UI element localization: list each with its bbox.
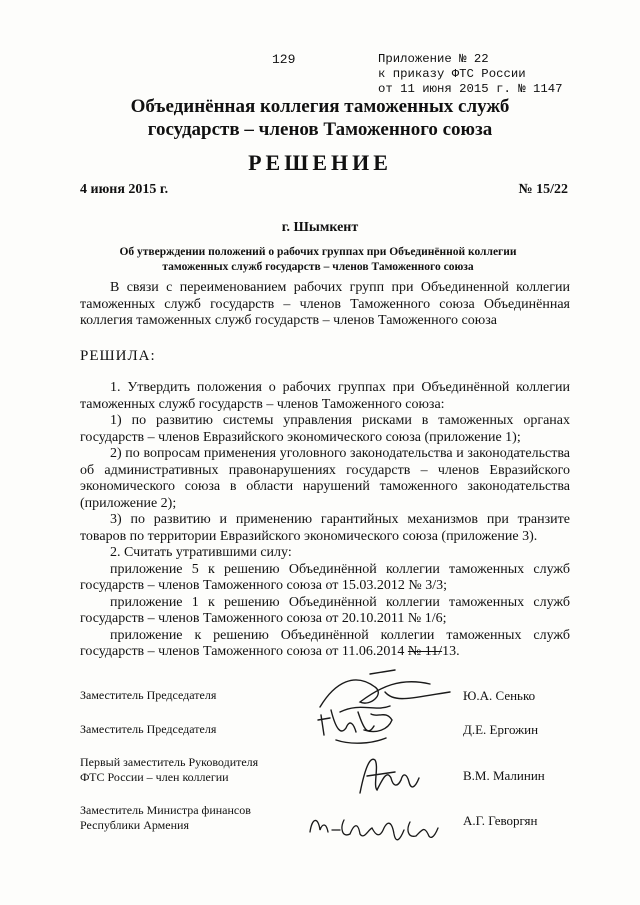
annex-line: от 11 июня 2015 г. № 1147	[378, 82, 563, 96]
signatory-position: Заместитель Председателя	[80, 722, 217, 736]
signature-row	[80, 803, 570, 843]
item-2-sub-2: приложение 1 к решению Объединённой коллегии таможенных служб государств – членов Таможенного союза от 20.10.2011 № 1/6;	[80, 594, 570, 626]
signatory-name: В.М. Малинин	[463, 768, 545, 783]
item-2-sub-1: приложение 5 к решению Объединённой коллегии таможенных служб государств – членов Таможенного союза от 15.03.2012 № 3/3;	[80, 561, 570, 593]
decision-subject	[80, 245, 556, 275]
organization-title-line: государств – членов Таможенного союза	[147, 119, 493, 140]
item-1-sub-2: 2) по вопросам применения уголовного законодательства и законодательства об административных правонарушениях государств – членов Евразийского экономического союза в области нарушений таможенного законодательства (приложение 2);	[80, 446, 570, 511]
preamble	[80, 280, 570, 330]
item-2-sub-3-text: приложение к решению Объединённой коллегии таможенных служб государств – членов Таможенного союза от 11.06.2014	[80, 627, 570, 659]
signatory-name: Ю.А. Сенько	[463, 688, 536, 703]
signature-row	[80, 755, 570, 795]
item-1: 1. Утвердить положения о рабочих группах при Объединённой коллегии таможенных служб государств – членов Таможенного союза:	[80, 380, 570, 412]
page-number: 129	[272, 52, 296, 67]
decided-label: РЕШИЛА:	[80, 348, 156, 364]
signatory-position: Заместитель Председателя	[80, 688, 217, 702]
signatory-position: Первый заместитель Руководителя ФТС России – член коллегии	[80, 755, 259, 784]
decision-number: № 15/22	[518, 182, 568, 197]
signatory-name: Д.Е. Ергожин	[463, 722, 539, 737]
annex-reference	[378, 52, 562, 97]
decision-date: 4 июня 2015 г.	[80, 182, 169, 197]
annex-line: Приложение № 22	[378, 52, 489, 66]
subject-line: таможенных служб государств – членов Таможенного союза	[162, 261, 474, 273]
struck-number: № 11/	[407, 644, 443, 659]
annex-line: к приказу ФТС России	[378, 67, 526, 81]
decision-city: г. Шымкент	[281, 220, 359, 235]
item-2-sub-3	[80, 628, 570, 661]
item-1-sub-1: 1) по развитию системы управления рисками в таможенных органах государств – членов Евразийского экономического союза (приложение 1);	[80, 413, 570, 445]
preamble-text: В связи с переименованием рабочих групп при Объединенной коллегии таможенных служб государств – членов Таможенного союза Объединённая коллегия таможенных служб государств – членов Таможенного союза	[80, 280, 570, 328]
signatory-position: Заместитель Министра финансов Республики Армения	[80, 803, 251, 832]
decision-items	[80, 380, 570, 661]
organization-title-line: Объединённая коллегия таможенных служб	[130, 96, 510, 117]
subject-line: Об утверждении положений о рабочих группах при Объединённой коллегии	[119, 246, 517, 258]
corrected-number: 13.	[442, 644, 460, 659]
item-2: 2. Считать утратившими силу:	[110, 545, 292, 560]
document-title: РЕШЕНИЕ	[248, 150, 392, 175]
item-1-sub-3: 3) по развитию и применению гарантийных механизмов при транзите товаров по территории Евразийского экономического союза (приложение 3).	[80, 512, 570, 544]
signatory-name: А.Г. Геворгян	[463, 813, 538, 828]
